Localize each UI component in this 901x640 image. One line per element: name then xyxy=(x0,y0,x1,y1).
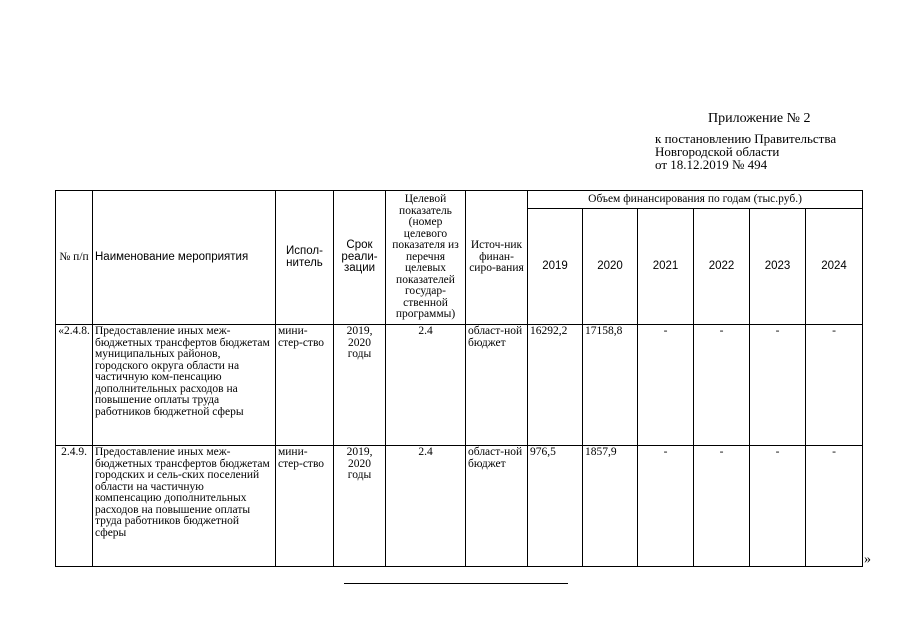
row-value: 17158,8 xyxy=(583,325,638,446)
row-value: - xyxy=(694,325,750,446)
table-row xyxy=(56,446,863,567)
row-term: 2019, 2020 годы xyxy=(334,325,386,446)
row-value: 976,5 xyxy=(528,446,583,567)
header-year: 2023 xyxy=(750,209,806,325)
row-value: - xyxy=(750,325,806,446)
row-target: 2.4 xyxy=(386,325,466,446)
header-year: 2022 xyxy=(694,209,750,325)
header-row-top xyxy=(56,191,863,209)
row-name: Предоставление иных меж-бюджетных трансфертов бюджетам муниципальных районов, городского округа области на частичную ком-пенсацию дополнительных расходов на повышение оплаты труда работников бюджетной сферы xyxy=(93,325,276,446)
header-year: 2024 xyxy=(806,209,863,325)
row-num: «2.4.8. xyxy=(56,325,93,446)
row-value: 1857,9 xyxy=(583,446,638,567)
row-executor: мини-стер-ство xyxy=(276,325,334,446)
row-value: - xyxy=(806,446,863,567)
row-value: - xyxy=(638,446,694,567)
header-executor: Испол-нитель xyxy=(276,191,334,325)
header-year: 2020 xyxy=(583,209,638,325)
row-value: - xyxy=(750,446,806,567)
table-row xyxy=(56,325,863,446)
row-executor: мини-стер-ство xyxy=(276,446,334,567)
header-year: 2021 xyxy=(638,209,694,325)
row-value: - xyxy=(694,446,750,567)
row-target: 2.4 xyxy=(386,446,466,567)
row-value: 16292,2 xyxy=(528,325,583,446)
row-value: - xyxy=(806,325,863,446)
header-num: № п/п xyxy=(56,191,93,325)
row-num: 2.4.9. xyxy=(56,446,93,567)
row-source: област-ной бюджет xyxy=(466,446,528,567)
closing-quote: » xyxy=(864,552,871,567)
row-term: 2019, 2020 годы xyxy=(334,446,386,567)
header-target: Целевой показатель (номер целевого показателя из перечня целевых показателей государ-ственной программы) xyxy=(386,191,466,325)
header-source: Источ-ник финан-сиро-вания xyxy=(466,191,528,325)
appendix-title: Приложение № 2 xyxy=(708,111,811,126)
row-source: област-ной бюджет xyxy=(466,325,528,446)
appendix-line: к постановлению Правительства xyxy=(655,131,837,146)
header-name: Наименование мероприятия xyxy=(93,191,276,325)
separator-rule xyxy=(344,583,568,584)
appendix-lines xyxy=(655,132,895,171)
header-funding-group: Объем финансирования по годам (тыс.руб.) xyxy=(528,191,863,209)
appendix-line: от 18.12.2019 № 494 xyxy=(655,157,768,172)
row-name: Предоставление иных меж-бюджетных трансфертов бюджетам городских и сель-ских поселений области на частичную компенсацию дополнительных расходов на повышение оплаты труда работников бюджетной сферы xyxy=(93,446,276,567)
header-year: 2019 xyxy=(528,209,583,325)
funding-table xyxy=(55,190,863,567)
appendix-line: Новгородской области xyxy=(655,144,780,159)
row-value: - xyxy=(638,325,694,446)
header-term: Срок реали-зации xyxy=(334,191,386,325)
